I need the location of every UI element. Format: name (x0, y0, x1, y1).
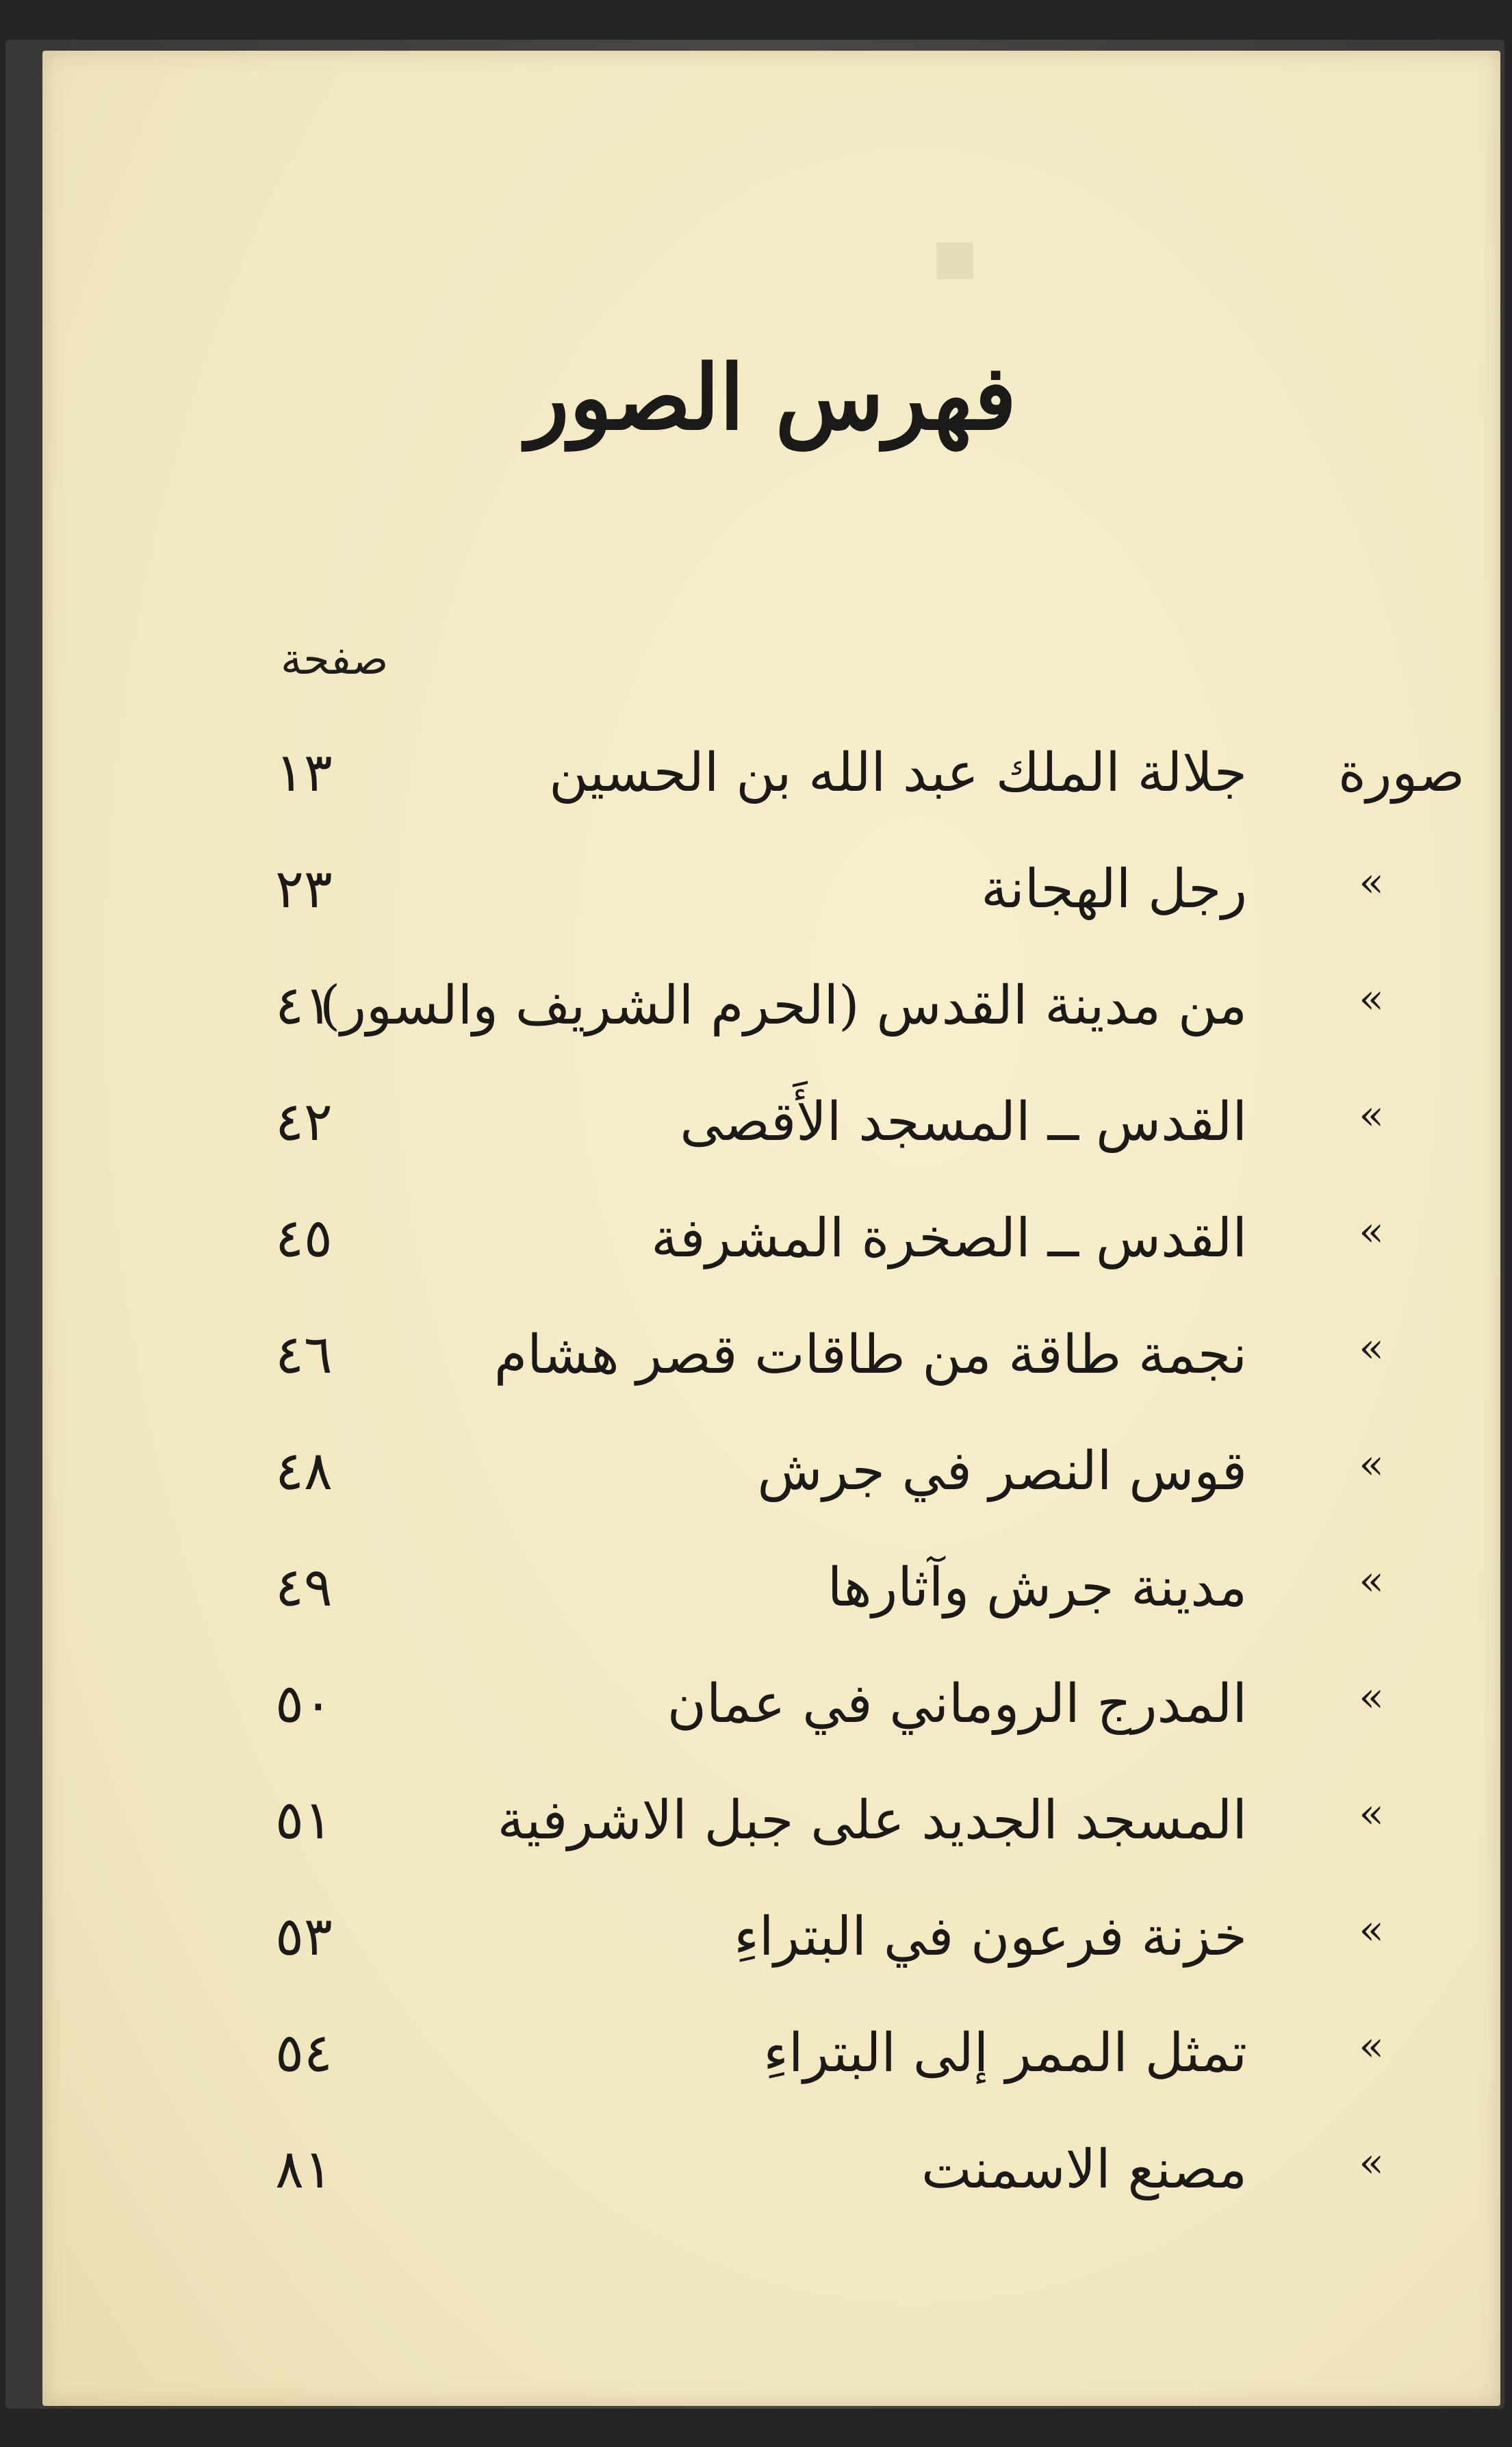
entry-page-number: ٢٣ (275, 859, 333, 920)
entry-page-number: ٥٤ (275, 2023, 333, 2084)
entry-caption: قوس النصر في جرش (757, 1441, 1247, 1502)
contents-entry (42, 2023, 1500, 2105)
contents-entry (42, 859, 1500, 941)
ditto-mark: « (1359, 2023, 1384, 2070)
entry-page-number: ٥١ (275, 1790, 333, 1851)
contents-entry (42, 1557, 1500, 1639)
entry-page-number: ٤١ (275, 975, 333, 1037)
book-page (42, 51, 1500, 2406)
contents-entry (42, 2139, 1500, 2221)
contents-entry (42, 1673, 1500, 1755)
entry-page-number: ٤٨ (275, 1441, 333, 1502)
entry-caption: نجمة طاقة من طاقات قصر هشام (494, 1324, 1247, 1386)
entry-page-number: ١٣ (275, 742, 333, 804)
entry-caption: مدينة جرش وآثارها (827, 1557, 1247, 1619)
entry-caption: مصنع الاسمنت (921, 2139, 1247, 2201)
ditto-mark: « (1359, 2139, 1384, 2187)
contents-entry (42, 1091, 1500, 1174)
ditto-mark: « (1359, 1208, 1384, 1256)
ditto-mark: « (1359, 975, 1384, 1023)
entry-page-number: ٤٦ (275, 1324, 333, 1386)
entry-page-number: ٨١ (275, 2139, 333, 2201)
ditto-mark: « (1359, 1557, 1384, 1605)
page-title: فهرس الصور (526, 345, 1017, 450)
contents-entry (42, 1790, 1500, 1872)
entry-caption: القدس ــ المسجد الأَقصى (680, 1091, 1247, 1153)
entry-page-number: ٥٠ (275, 1673, 333, 1735)
page-column-header: صفحة (281, 634, 389, 684)
entry-page-number: ٥٣ (275, 1906, 333, 1968)
entry-caption: القدس ــ الصخرة المشرفة (651, 1208, 1247, 1269)
entry-label: صورة (1337, 742, 1465, 804)
entry-caption: تمثل الممر إلى البتراءِ (763, 2023, 1247, 2084)
contents-entry (42, 1208, 1500, 1290)
contents-entry (42, 1441, 1500, 1523)
ditto-mark: « (1359, 1673, 1384, 1721)
entry-page-number: ٤٢ (275, 1091, 333, 1153)
entry-caption: من مدينة القدس (الحرم الشريف والسور) (319, 975, 1247, 1037)
ditto-mark: « (1359, 859, 1384, 906)
ditto-mark: « (1359, 1091, 1384, 1139)
contents-entry (42, 1324, 1500, 1406)
contents-entry (42, 1906, 1500, 1988)
ditto-mark: « (1359, 1906, 1384, 1954)
entry-page-number: ٤٩ (275, 1557, 333, 1619)
entry-caption: رجل الهجانة (981, 859, 1247, 920)
ditto-mark: « (1359, 1790, 1384, 1838)
entry-caption: جلالة الملك عبد الله بن الحسين (549, 742, 1247, 804)
entry-page-number: ٤٥ (275, 1208, 333, 1269)
ditto-mark: « (1359, 1441, 1384, 1488)
show-through-text: ■ (932, 229, 978, 285)
entry-caption: المسجد الجديد على جبل الاشرفية (497, 1790, 1247, 1851)
entry-caption: المدرج الروماني في عمان (667, 1673, 1247, 1735)
contents-entry (42, 975, 1500, 1057)
ditto-mark: « (1359, 1324, 1384, 1372)
entry-caption: خزنة فرعون في البتراءِ (734, 1906, 1247, 1968)
contents-entry (42, 742, 1500, 824)
